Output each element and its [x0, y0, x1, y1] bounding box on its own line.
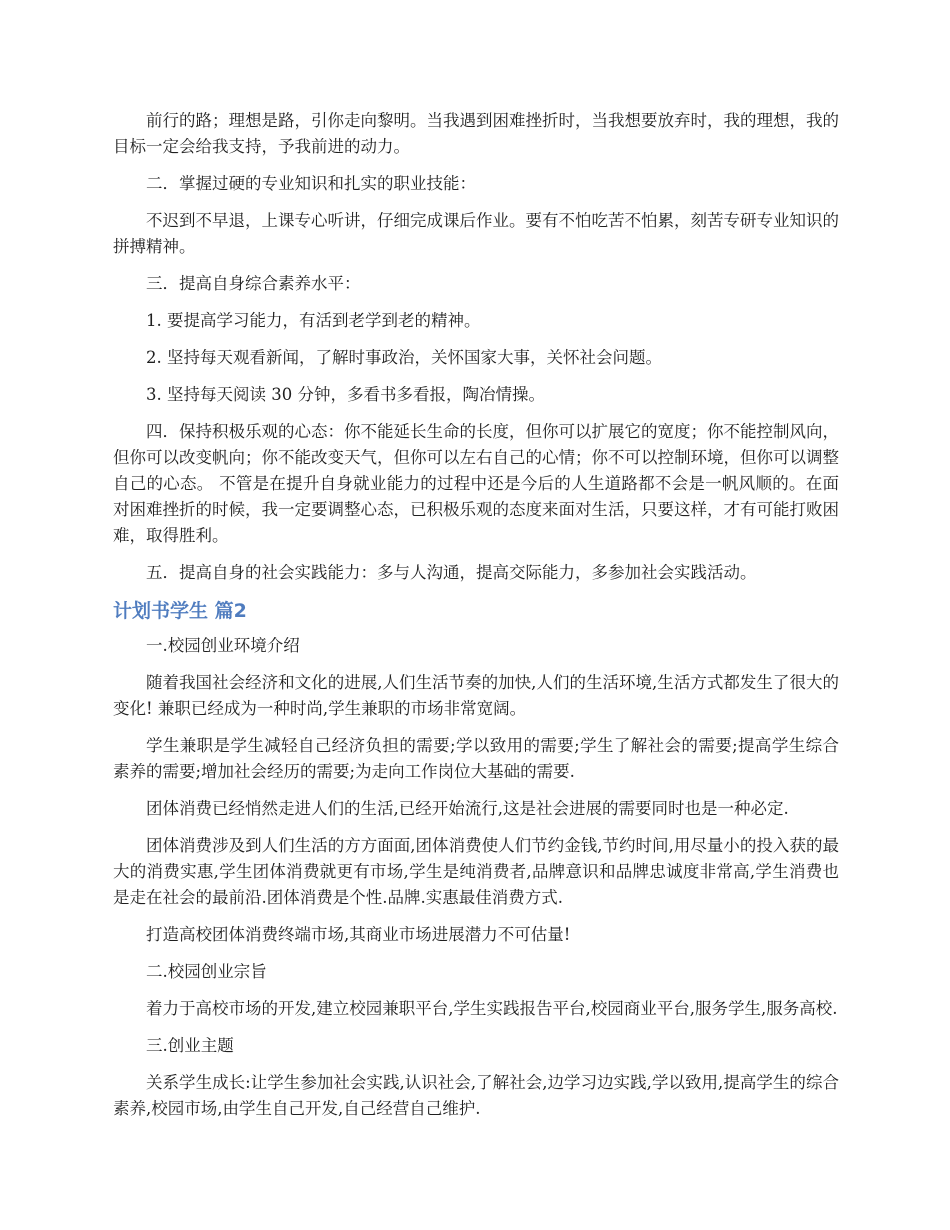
document-body: [113, 108, 839, 1133]
paragraph: 团体消费涉及到人们生活的方方面面,团体消费使人们节约金钱,节约时间,用尽量小的投入获的最大的消费实惠,学生团体消费就更有市场,学生是纯消费者,品牌意识和品牌忠诚度非常高,学生消费也是走在社会的最前沿.团体消费是个性.品牌.实惠最佳消费方式.: [113, 836, 839, 907]
paragraph: 二．掌握过硬的专业知识和扎实的职业技能：: [146, 174, 476, 193]
paragraph: 三．提高自身综合素养水平：: [146, 274, 361, 293]
section-heading: 计划书学生 篇2: [113, 600, 247, 622]
paragraph: 关系学生成长:让学生参加社会实践,认识社会,了解社会,边学习边实践,学以致用,提高学生的综合素养,校园市场,由学生自己开发,自己经营自己维护.: [113, 1073, 839, 1118]
paragraph: 随着我国社会经济和文化的进展,人们生活节奏的加快,人们的生活环境,生活方式都发生了很大的变化! 兼职已经成为一种时尚,学生兼职的市场非常宽阔。: [113, 673, 839, 718]
paragraph: 二.校园创业宗旨: [146, 962, 267, 981]
paragraph: 团体消费已经悄然走进人们的生活,已经开始流行,这是社会进展的需要同时也是一种必定.: [146, 799, 789, 818]
paragraph: 四．保持积极乐观的心态：你不能延长生命的长度，但你可以扩展它的宽度；你不能控制风向，但你可以改变帆向；你不能改变天气，但你可以左右自己的心情；你不可以控制环境，但你可以调整自己的心态。 不管是在提升自身就业能力的过程中还是今后的人生道路都不会是一帆风顺的。在面对困难挫折的时候，我一定要调整心态，已积极乐观的态度来面对生活，只要这样，才有可能打败困难，取得胜利。: [113, 422, 839, 545]
paragraph: 三.创业主题: [146, 1036, 234, 1055]
paragraph: 学生兼职是学生减轻自己经济负担的需要;学以致用的需要;学生了解社会的需要;提高学生综合素养的需要;增加社会经历的需要;为走向工作岗位大基础的需要.: [113, 736, 839, 781]
paragraph: 着力于高校市场的开发,建立校园兼职平台,学生实践报告平台,校园商业平台,服务学生,服务高校.: [146, 999, 838, 1018]
paragraph: 打造高校团体消费终端市场,其商业市场进展潜力不可估量!: [146, 925, 571, 944]
paragraph: 前行的路；理想是路，引你走向黎明。当我遇到困难挫折时，当我想要放弃时，我的理想，我的目标一定会给我支持，予我前进的动力。: [113, 111, 839, 156]
paragraph: 1. 要提高学习能力，有活到老学到老的精神。: [146, 311, 481, 330]
paragraph: 一.校园创业环境介绍: [146, 636, 300, 655]
paragraph: 3. 坚持每天阅读 30 分钟，多看书多看报，陶冶情操。: [146, 385, 545, 404]
paragraph: 不迟到不早退，上课专心听讲，仔细完成课后作业。要有不怕吃苦不怕累，刻苦专研专业知识的拼搏精神。: [113, 211, 839, 256]
paragraph: 五．提高自身的社会实践能力：多与人沟通，提高交际能力，多参加社会实践活动。: [146, 563, 757, 582]
paragraph: 2. 坚持每天观看新闻，了解时事政治，关怀国家大事，关怀社会问题。: [146, 348, 662, 367]
